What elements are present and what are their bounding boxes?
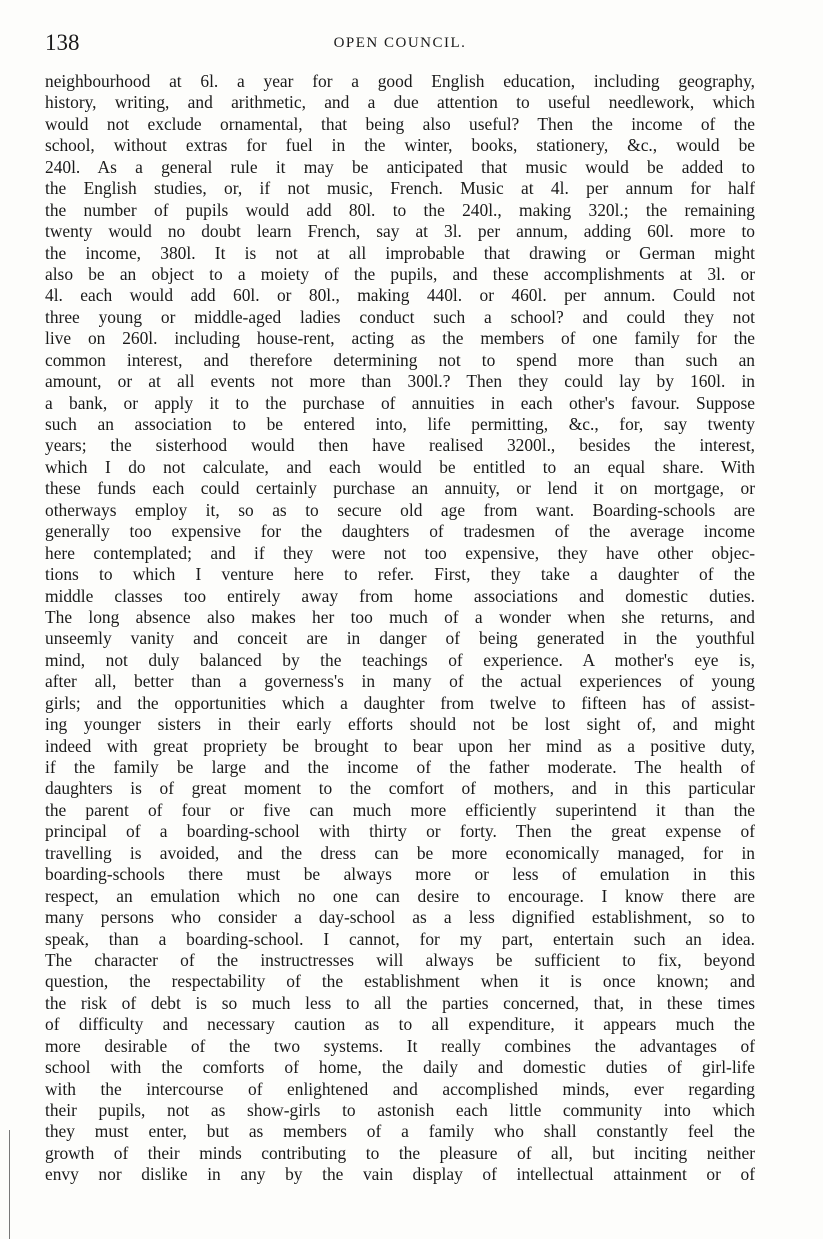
text-line: amount, or at all events not more than 300l.? Then they could lay by 160l. in <box>45 371 755 392</box>
page-edge-line <box>9 1130 10 1239</box>
text-line: three young or middle-aged ladies conduct such a school? and could they not <box>45 306 755 327</box>
text-line: a bank, or apply it to the purchase of annuities in each other's favour. Suppose <box>45 392 755 413</box>
text-line: 4l. each would add 60l. or 80l., making 440l. or 460l. per annum. Could not <box>45 285 755 306</box>
text-line: speak, than a boarding-school. I cannot, for my part, entertain such an idea. <box>45 928 755 949</box>
text-line: the income, 380l. It is not at all improbable that drawing or German might <box>45 242 755 263</box>
text-line: after all, better than a governess's in many of the actual experiences of young <box>45 671 755 692</box>
text-line: otherways employ it, so as to secure old age from want. Boarding-schools are <box>45 499 755 520</box>
text-line: more desirable of the two systems. It really combines the advantages of <box>45 1035 755 1056</box>
text-line: also be an object to a moiety of the pupils, and these accomplishments at 3l. or <box>45 263 755 284</box>
body-text <box>45 71 755 1186</box>
page-header <box>45 28 755 58</box>
text-line: these funds each could certainly purchase an annuity, or lend it on mortgage, or <box>45 478 755 499</box>
text-line: school with the comforts of home, the daily and domestic duties of girl-life <box>45 1057 755 1078</box>
text-line: many persons who consider a day-school as a less dignified establishment, so to <box>45 907 755 928</box>
text-line: they must enter, but as members of a family who shall constantly feel the <box>45 1121 755 1142</box>
text-line: history, writing, and arithmetic, and a due attention to useful needlework, which <box>45 92 755 113</box>
page-number: 138 <box>45 30 80 55</box>
text-line: the English studies, or, if not music, French. Music at 4l. per annum for half <box>45 178 755 199</box>
text-line: school, without extras for fuel in the winter, books, stationery, &c., would be <box>45 135 755 156</box>
text-line: boarding-schools there must be always more or less of emulation in this <box>45 864 755 885</box>
text-line: twenty would no doubt learn French, say at 3l. per annum, adding 60l. more to <box>45 221 755 242</box>
text-line: common interest, and therefore determining not to spend more than such an <box>45 349 755 370</box>
text-line: principal of a boarding-school with thirty or forty. Then the great expense of <box>45 821 755 842</box>
text-line: of difficulty and necessary caution as to all expenditure, it appears much the <box>45 1014 755 1035</box>
text-line: 240l. As a general rule it may be anticipated that music would be added to <box>45 156 755 177</box>
text-line: middle classes too entirely away from home associations and domestic duties. <box>45 585 755 606</box>
text-line: tions to which I venture here to refer. First, they take a daughter of the <box>45 564 755 585</box>
text-line: envy nor dislike in any by the vain display of intellectual attainment or of <box>45 1164 755 1185</box>
text-line: indeed with great propriety be brought to bear upon her mind as a positive duty, <box>45 735 755 756</box>
text-line: generally too expensive for the daughters of tradesmen of the average income <box>45 521 755 542</box>
text-line: respect, an emulation which no one can desire to encourage. I know there are <box>45 885 755 906</box>
text-line: daughters is of great moment to the comfort of mothers, and in this particular <box>45 778 755 799</box>
text-line: growth of their minds contributing to the pleasure of all, but inciting neither <box>45 1142 755 1163</box>
text-line: here contemplated; and if they were not too expensive, they have other objec- <box>45 542 755 563</box>
text-line: which I do not calculate, and each would be entitled to an equal share. With <box>45 456 755 477</box>
text-line: their pupils, not as show-girls to astonish each little community into which <box>45 1100 755 1120</box>
text-line: girls; and the opportunities which a daughter from twelve to fifteen has of assist- <box>45 692 755 713</box>
text-line: live on 260l. including house-rent, acting as the members of one family for the <box>45 328 755 349</box>
text-line: years; the sisterhood would then have realised 3200l., besides the interest, <box>45 435 755 456</box>
text-line: with the intercourse of enlightened and accomplished minds, ever regarding <box>45 1078 755 1099</box>
text-line: the risk of debt is so much less to all the parties concerned, that, in these times <box>45 992 755 1013</box>
text-line: ing younger sisters in their early efforts should not be lost sight of, and might <box>45 714 755 735</box>
text-line: unseemly vanity and conceit are in danger of being generated in the youthful <box>45 628 755 649</box>
text-line: such an association to be entered into, life permitting, &c., for, say twenty <box>45 414 755 434</box>
text-line: if the family be large and the income of the father moderate. The health of <box>45 757 755 777</box>
text-line: The character of the instructresses will always be sufficient to fix, beyond <box>45 949 755 970</box>
text-line: travelling is avoided, and the dress can be more economically managed, for in <box>45 842 755 863</box>
text-line: The long absence also makes her too much of a wonder when she returns, and <box>45 606 755 627</box>
text-line: the parent of four or five can much more efficiently superintend it than the <box>45 799 755 820</box>
running-title: OPEN COUNCIL. <box>333 35 467 51</box>
text-line: mind, not duly balanced by the teachings of experience. A mother's eye is, <box>45 649 755 670</box>
text-line: neighbourhood at 6l. a year for a good English education, including geography, <box>45 71 755 91</box>
text-line: question, the respectability of the establishment when it is once known; and <box>45 971 755 992</box>
text-line: the number of pupils would add 80l. to the 240l., making 320l.; the remaining <box>45 199 755 220</box>
text-line: would not exclude ornamental, that being also useful? Then the income of the <box>45 113 755 134</box>
